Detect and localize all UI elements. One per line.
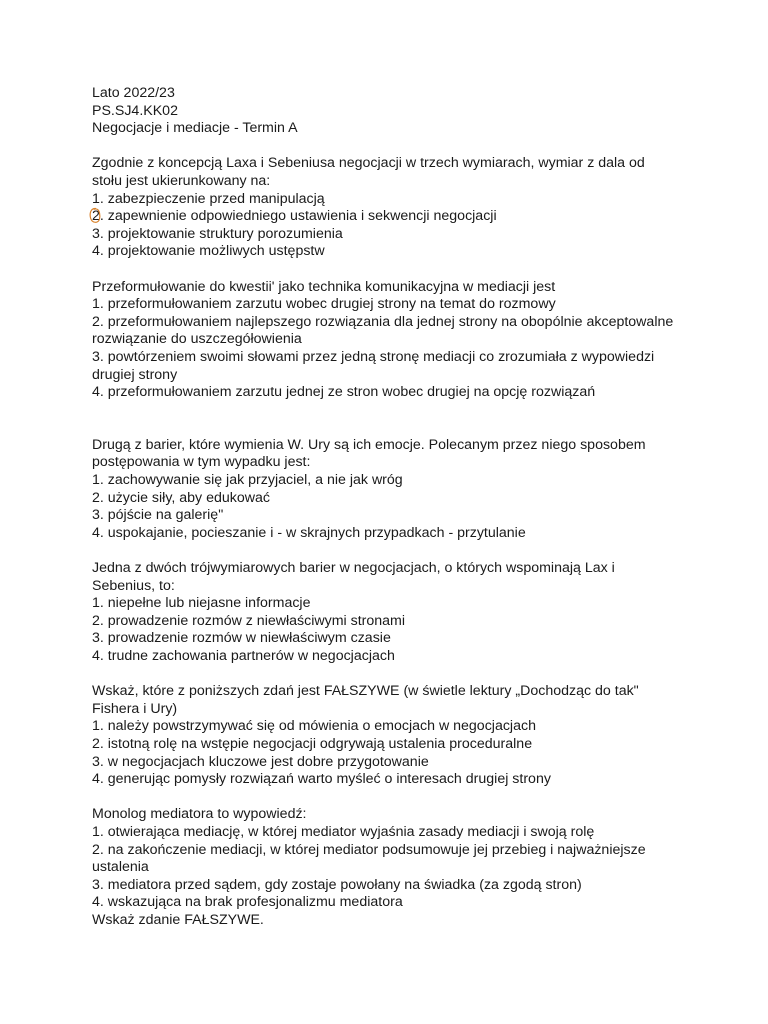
question-stem-line: Jedna z dwóch trójwymiarowych barier w negocjacjach, o których wspominają Lax i [92, 560, 615, 577]
question-5 [92, 683, 692, 789]
answer-option: 3. mediatora przed sądem, gdy zostaje powołany na świadka (za zgodą stron) [92, 876, 582, 893]
answer-option: 1. przeformułowaniem zarzutu wobec drugiej strony na temat do rozmowy [92, 296, 556, 313]
course-code: PS.SJ4.KK02 [92, 102, 178, 119]
question-stem-line: Monolog mediatora to wypowiedź: [92, 806, 307, 823]
answer-option-continuation: ustalenia [92, 859, 149, 876]
exam-document [92, 85, 692, 930]
answer-option: 2. przeformułowaniem najlepszego rozwiązania dla jednej strony na obopólnie akceptowalne [92, 313, 674, 330]
answer-option-continuation: rozwiązanie do uszczegółowienia [92, 331, 302, 348]
question-stem-line: Zgodnie z koncepcją Laxa i Sebeniusa negocjacji w trzech wymiarach, wymiar z dala od [92, 155, 645, 172]
answer-option: 1. zabezpieczenie przed manipulacją [92, 190, 325, 207]
exam-title: Negocjacje i mediacje - Termin A [92, 120, 298, 137]
question-6 [92, 806, 692, 929]
answer-option: 1. otwierająca mediację, w której mediator wyjaśnia zasady mediacji i swoją rolę [92, 823, 595, 840]
question-stem-line: Sebenius, to: [92, 577, 175, 594]
answer-option-label: 2. zapewnienie odpowiedniego ustawienia i sekwencji negocjacji [92, 208, 497, 225]
answer-option: 2. prowadzenie rozmów z niewłaściwymi stronami [92, 612, 406, 629]
answer-option: 3. projektowanie struktury porozumienia [92, 225, 343, 242]
question-stem-line: Wskaż, które z poniższych zdań jest FAŁSZYWE (w świetle lektury „Dochodząc do tak" [92, 683, 639, 700]
question-3 [92, 437, 692, 543]
question-stem-line: Drugą z barier, które wymienia W. Ury są ich emocje. Polecanym przez niego sposobem [92, 436, 646, 453]
answer-option-continuation: drugiej strony [92, 366, 178, 383]
answer-option: 3. prowadzenie rozmów w niewłaściwym czasie [92, 630, 391, 647]
answer-option: 1. zachowywanie się jak przyjaciel, a nie jak wróg [92, 472, 403, 489]
answer-option: 1. należy powstrzymywać się od mówienia o emocjach w negocjacjach [92, 718, 536, 735]
answer-option: 2. na zakończenie mediacji, w której mediator podsumowuje jej przebieg i najważniejsze [92, 841, 646, 858]
answer-option: 4. trudne zachowania partnerów w negocjacjach [92, 648, 395, 664]
answer-option: 3. w negocjacjach kluczowe jest dobre przygotowanie [92, 753, 429, 770]
answer-option: 4. uspokajanie, pocieszanie i - w skrajnych przypadkach - przytulanie [92, 524, 526, 541]
answer-option: 3. pójście na galerię" [92, 507, 224, 524]
answer-option: 4. wskazująca na brak profesjonalizmu mediatora [92, 894, 403, 911]
answer-option: 4. przeformułowaniem zarzutu jednej ze stron wobec drugiej na opcję rozwiązań [92, 384, 596, 401]
question-1 [92, 155, 692, 261]
question-stem-line: stołu jest ukierunkowany na: [92, 172, 271, 189]
question-stem-line: postępowania w tym wypadku jest: [92, 454, 311, 471]
answer-option: 4. generując pomysły rozwiązań warto myśleć o interesach drugiej strony [92, 771, 551, 788]
answer-option-marked [92, 208, 692, 226]
semester-label: Lato 2022/23 [92, 85, 175, 101]
question-instruction: Wskaż zdanie FAŁSZYWE. [92, 911, 264, 928]
answer-option: 4. projektowanie możliwych ustępstw [92, 243, 325, 260]
question-4 [92, 560, 692, 666]
question-stem-line: Fishera i Ury) [92, 700, 178, 717]
answer-option: 3. powtórzeniem swoimi słowami przez jedną stronę mediacji co zrozumiała z wypowiedzi [92, 348, 655, 365]
question-2 [92, 279, 692, 402]
answer-option: 1. niepełne lub niejasne informacje [92, 595, 311, 612]
answer-option: 2. użycie siły, aby edukować [92, 489, 270, 506]
answer-option: 2. istotną rolę na wstępie negocjacji odgrywają ustalenia proceduralne [92, 735, 533, 752]
question-stem-line: Przeformułowanie do kwestii' jako technika komunikacyjna w mediacji jest [92, 278, 556, 295]
